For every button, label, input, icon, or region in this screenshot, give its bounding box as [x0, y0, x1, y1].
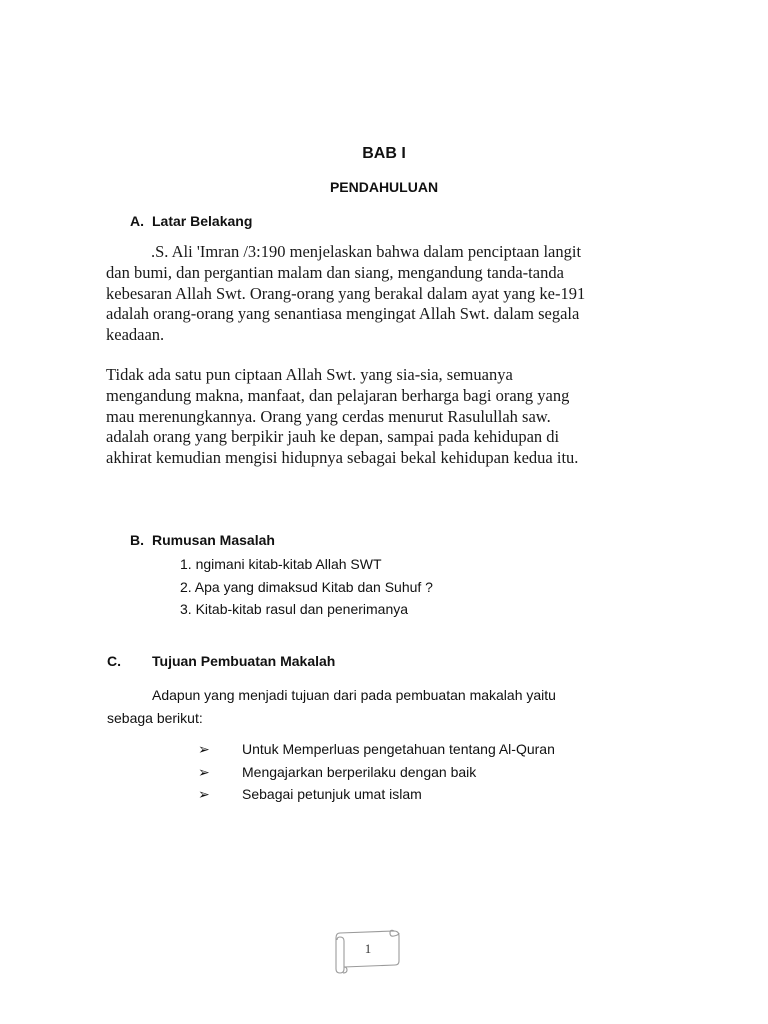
chapter-subtitle: PENDAHULUAN [329, 179, 439, 195]
arrow-bullet-icon: ➢ [198, 741, 210, 757]
list-item: 1. ngimani kitab-kitab Allah SWT [180, 556, 382, 572]
paragraph-line: keadaan. [106, 325, 165, 345]
section-c-title: Tujuan Pembuatan Makalah [152, 653, 336, 669]
list-item-text: Sebagai petunjuk umat islam [242, 786, 422, 802]
section-a-marker: A. [130, 213, 144, 229]
section-b-title: Rumusan Masalah [152, 532, 275, 548]
paragraph-line: adalah orang-orang yang senantiasa mengingat Allah Swt. dalam segala [106, 304, 580, 324]
list-item [198, 738, 555, 761]
arrow-bullet-icon: ➢ [198, 763, 210, 780]
paragraph-line: sebaga berikut: [107, 710, 203, 726]
background-paragraph-2 [106, 365, 646, 469]
paragraph-line: Adapun yang menjadi tujuan dari pada pembuatan makalah yaitu [152, 687, 556, 703]
list-item [198, 783, 555, 806]
paragraph-line: dan bumi, dan pergantian malam dan siang, mengandung tanda-tanda [106, 262, 564, 282]
section-b-heading [130, 532, 275, 548]
paragraph-line: .S. Ali 'Imran /3:190 menjelaskan bahwa dalam penciptaan langit [151, 242, 582, 261]
list-item: 3. Kitab-kitab rasul dan penerimanya [180, 601, 409, 617]
section-c-heading [107, 653, 335, 669]
page-number: 1 [364, 941, 372, 956]
background-paragraph-1 [106, 242, 646, 346]
section-a-title: Latar Belakang [152, 213, 253, 229]
arrow-bullet-icon: ➢ [198, 786, 210, 802]
paragraph-line: mau merenungkannya. Orang yang cerdas menurut Rasulullah saw. [106, 406, 551, 426]
chapter-title: BAB I [362, 145, 406, 162]
paragraph-line: adalah orang yang berpikir jauh ke depan, sampai pada kehidupan di [106, 427, 560, 447]
purpose-list [198, 738, 555, 806]
section-c-marker: C. [107, 653, 121, 669]
purpose-intro [107, 684, 627, 730]
list-item-text: Mengajarkan berperilaku dengan baik [242, 763, 477, 780]
paragraph-line: mengandung makna, manfaat, dan pelajaran berharga bagi orang yang [106, 385, 570, 405]
list-item-text: Untuk Memperluas pengetahuan tentang Al-Quran [242, 741, 555, 757]
paragraph-line: akhirat kemudian mengisi hidupnya sebagai bekal kehidupan kedua itu. [106, 448, 579, 468]
list-item: 2. Apa yang dimaksud Kitab dan Suhuf ? [180, 578, 433, 595]
paragraph-line: kebesaran Allah Swt. Orang-orang yang berakal dalam ayat yang ke-191 [106, 283, 586, 303]
paragraph-line: Tidak ada satu pun ciptaan Allah Swt. yang sia-sia, semuanya [106, 365, 513, 384]
list-item [198, 761, 555, 784]
problem-list [180, 553, 433, 621]
section-a-heading [130, 213, 252, 229]
section-b-marker: B. [130, 532, 144, 548]
